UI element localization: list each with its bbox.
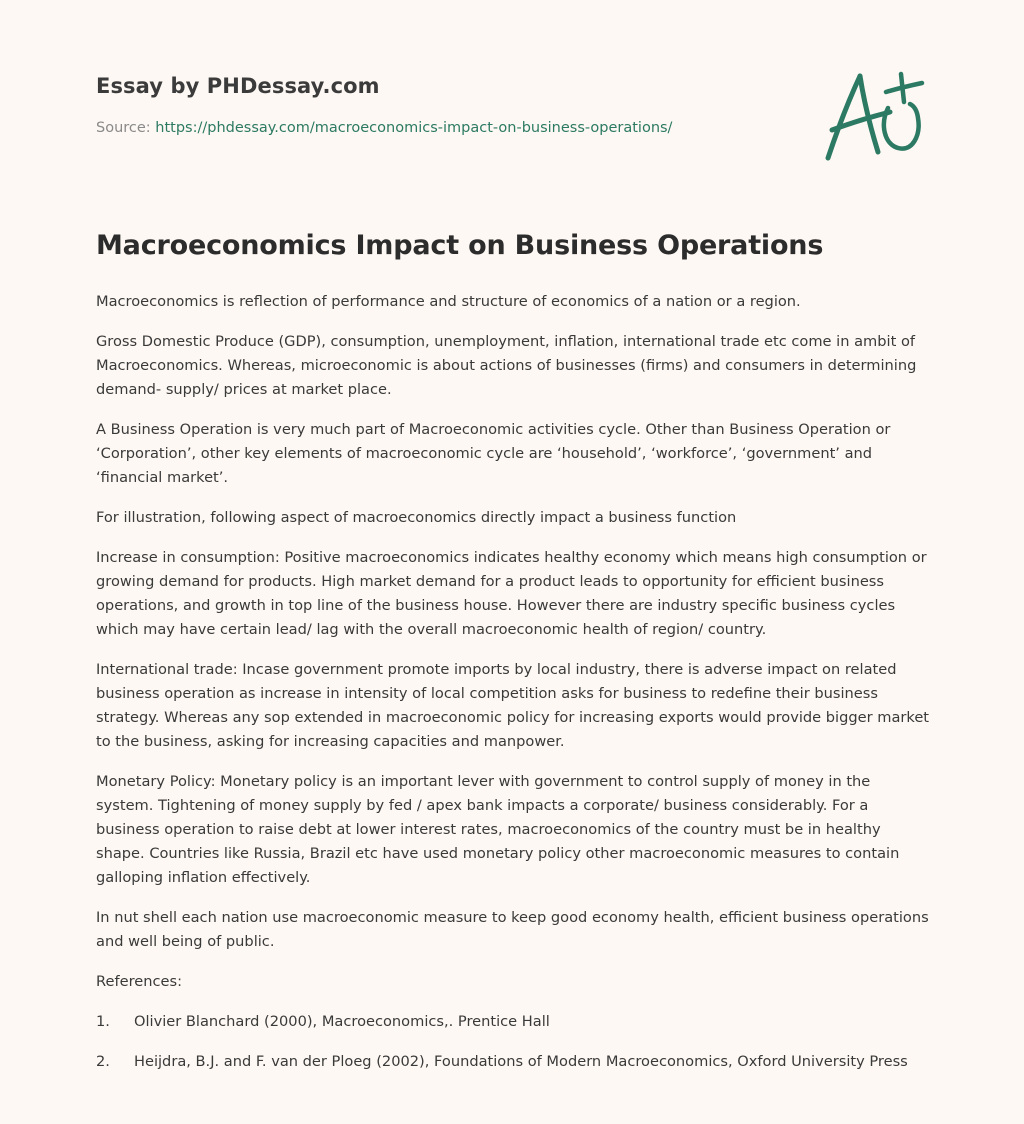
source-link[interactable]: https://phdessay.com/macroeconomics-impact-on-business-operations/: [155, 120, 673, 136]
paragraph: Increase in consumption: Positive macroeconomics indicates healthy economy which means high consumption or growing demand for products. High market demand for a product leads to opportunity for efficient business operations, and growth in top line of the business house. However there are industry specific business cycles which may have certain lead/ lag with the overall macroeconomic health of region/ country.: [96, 549, 927, 638]
reference-text: Heijdra, B.J. and F. van der Ploeg (2002), Foundations of Modern Macroeconomics, Oxford University Press: [134, 1053, 908, 1070]
reference-item: [96, 1050, 932, 1074]
source-line: [96, 120, 796, 136]
reference-item: [96, 1010, 932, 1034]
source-label: Source:: [96, 120, 156, 136]
paragraph: For illustration, following aspect of macroeconomics directly impact a business function: [96, 509, 737, 526]
paragraph: In nut shell each nation use macroeconomic measure to keep good economy health, efficient business operations and well being of public.: [96, 909, 929, 950]
essay-title: Macroeconomics Impact on Business Operations: [96, 230, 824, 261]
references-heading: References:: [96, 973, 183, 990]
essay-header: [96, 74, 796, 136]
paragraph: A Business Operation is very much part of Macroeconomic activities cycle. Other than Business Operation or ‘Corporation’, other key elements of macroeconomic cycle are ‘household’, ‘workforce’, ‘government’ and ‘financial market’.: [96, 421, 891, 486]
reference-text: Olivier Blanchard (2000), Macroeconomics,. Prentice Hall: [134, 1013, 550, 1030]
reference-number: 1.: [96, 1013, 110, 1030]
brand-title: Essay by PHDessay.com: [96, 74, 380, 98]
essay-body: [96, 228, 932, 1090]
paragraph: Monetary Policy: Monetary policy is an important lever with government to control supply of money in the system. Tightening of money supply by fed / apex bank impacts a corporate/ business considerably. For a business operation to raise debt at lower interest rates, macroeconomics of the country must be in healthy shape. Countries like Russia, Brazil etc have used monetary policy other macroeconomic measures to contain galloping inflation effectively.: [96, 773, 900, 886]
paragraph: International trade: Incase government promote imports by local industry, there is adverse impact on related business operation as increase in intensity of local competition asks for business to redefine their business strategy. Whereas any sop extended in macroeconomic policy for increasing exports would provide bigger market to the business, asking for increasing capacities and manpower.: [96, 661, 930, 750]
a-plus-grade-icon: [822, 68, 926, 164]
paragraph: Gross Domestic Produce (GDP), consumption, unemployment, inflation, international trade etc come in ambit of Macroeconomics. Whereas, microeconomic is about actions of businesses (firms) and consumers in determining demand- supply/ prices at market place.: [96, 333, 917, 398]
paragraph: Macroeconomics is reflection of performance and structure of economics of a nation or a region.: [96, 293, 801, 310]
reference-number: 2.: [96, 1053, 110, 1070]
